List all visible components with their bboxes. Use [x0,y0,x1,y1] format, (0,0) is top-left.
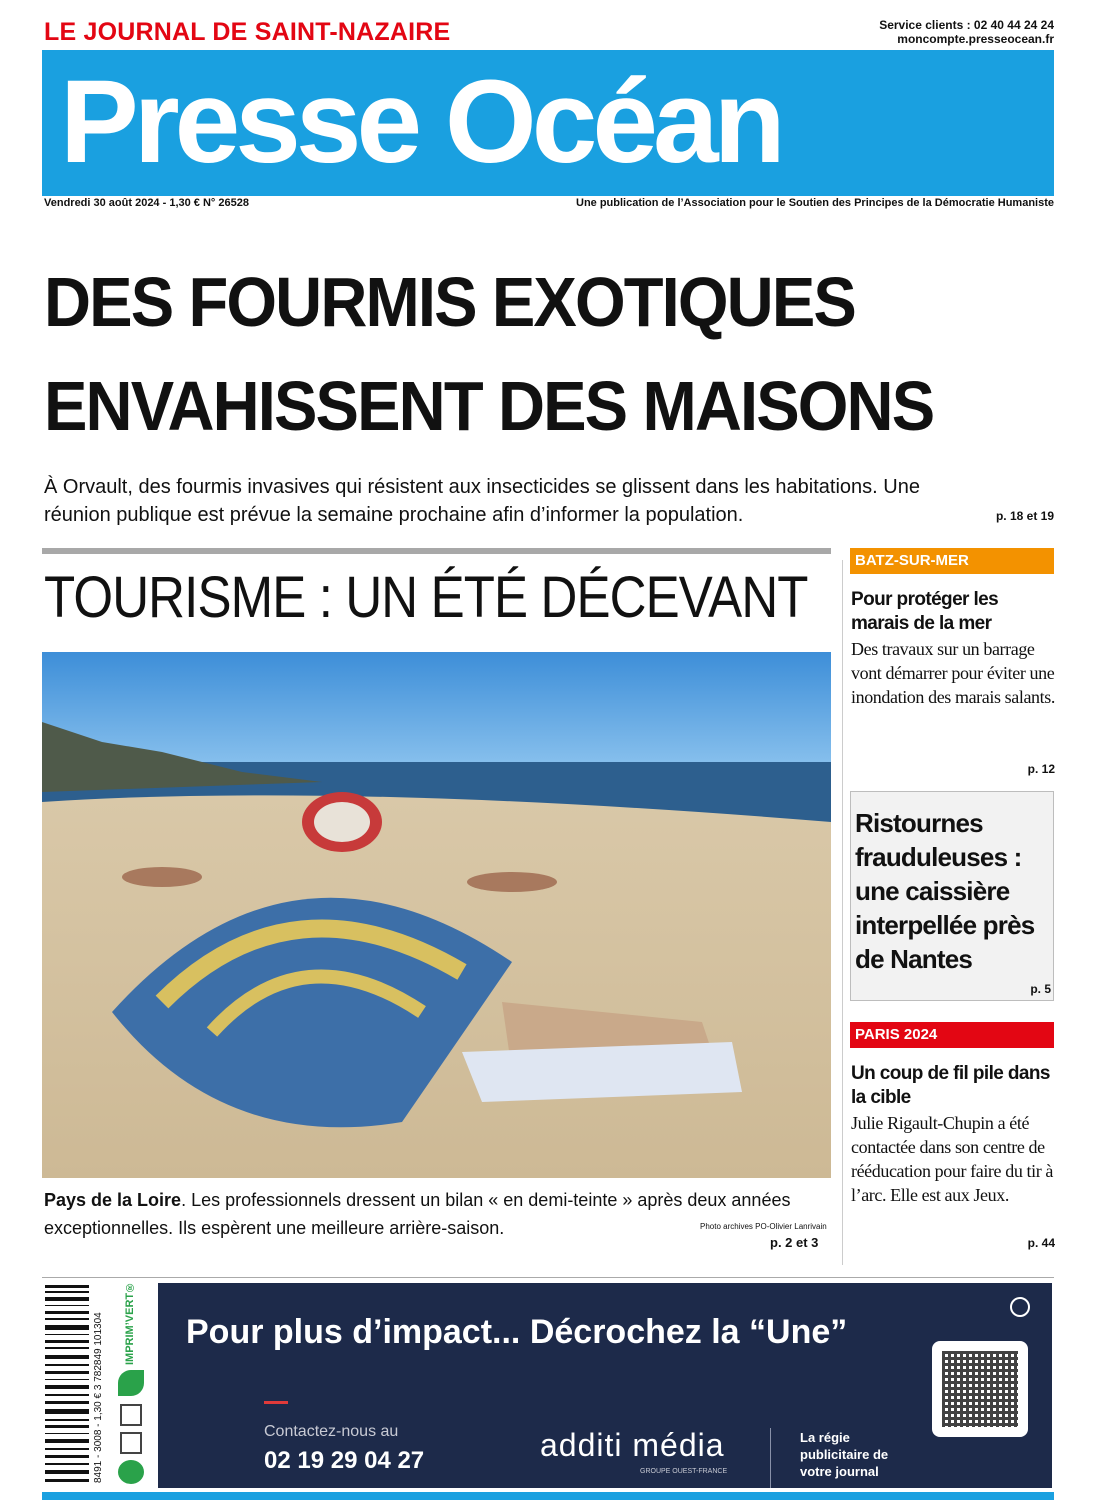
tourism-title[interactable]: TOURISME : UN ÉTÉ DÉCEVANT [44,565,808,630]
publisher-line: Une publication de l’Association pour le Soutien des Principes de la Démocratie Humaniste [576,197,1054,209]
ad-group: GROUPE OUEST-FRANCE [640,1468,728,1475]
sidebar-box-ristournes[interactable] [850,791,1054,1001]
kicker-paris-2024: PARIS 2024 [850,1022,1054,1048]
ad-regie: La régie publicitaire de votre journal [800,1430,889,1479]
ad-phone[interactable]: 02 19 29 04 27 [264,1447,425,1474]
ad-divider [770,1428,771,1488]
bottom-band [42,1492,1054,1500]
masthead [42,50,1054,196]
bottom-divider [42,1277,1054,1278]
caption-text: . Les professionnels dressent un bilan « en demi-teinte » après deux années exceptionnelles. Ils espèrent une meilleure arrière-saison. [44,1190,791,1238]
sidebar-title-ristournes: Ristournes frauduleuses : une caissière interpellée près de Nantes [855,808,1035,974]
beach-photo-illustration [42,652,831,1178]
sidebar-title-batz[interactable]: Pour protéger les marais de la mer [851,589,999,634]
ad-brand: additi média [540,1427,725,1463]
ad-contact-label: Contactez-nous au [264,1423,399,1440]
main-headline[interactable] [44,250,983,458]
tourism-page-ref: p. 2 et 3 [770,1235,819,1250]
masthead-title: Presse Océan [60,56,781,188]
sidebar-page-batz: p. 12 [1027,762,1055,776]
service-phone: Service clients : 02 40 44 24 24 [879,18,1054,32]
column-divider [842,560,843,1265]
barcode-digits: 3 782849 101304 [93,1312,104,1391]
additi-logo-icon [1010,1297,1030,1317]
service-url[interactable]: moncompte.presseocean.fr [897,32,1054,46]
advertisement[interactable] [158,1283,1052,1488]
imprim-vert-label: IMPRIM’VERT® [124,1280,136,1365]
qr-code-icon[interactable] [932,1341,1028,1437]
print-icon [120,1432,142,1454]
sidebar-title-paris[interactable]: Un coup de fil pile dans la cible [851,1063,1050,1108]
kicker-batz-sur-mer: BATZ-SUR-MER [850,548,1054,574]
qr-pattern [942,1351,1018,1427]
edition-label: LE JOURNAL DE SAINT-NAZAIRE [44,18,451,46]
sidebar-page-paris: p. 44 [1027,1236,1055,1250]
lead-page-ref: p. 18 et 19 [995,509,1054,523]
sidebar-page-ristournes: p. 5 [1030,982,1051,996]
divider [42,548,831,554]
eco-icon [118,1460,144,1484]
ad-title: Pour plus d’impact... Décrochez la “Une” [186,1313,848,1351]
caption-region: Pays de la Loire [44,1190,182,1210]
dateline: Vendredi 30 août 2024 - 1,30 € N° 26528 [44,197,249,209]
beach-photo[interactable] [42,652,831,1178]
ad-accent-line [264,1401,288,1404]
sidebar-body-paris: Julie Rigault-Chupin a été contactée dans son centre de rééducation pour faire du tir à l’arc. Elle est aux Jeux. [851,1113,1054,1205]
headline-lead: À Orvault, des fourmis invasives qui résistent aux insecticides se glissent dans les habitations. Une réunion publique est prévue la semaine prochaine afin d’informer la population. [44,476,920,526]
leaf-icon [118,1370,144,1396]
sidebar-body-batz: Des travaux sur un barrage vont démarrer pour éviter une inondation des marais salants. [851,639,1055,707]
recycle-icon [120,1404,142,1426]
barcode-text [93,1285,109,1483]
headline-line-2: ENVAHISSENT DES MAISONS [44,367,934,445]
headline-line-1: DES FOURMIS EXOTIQUES [44,263,855,341]
service-clients [879,18,1054,46]
barcode-icon [45,1285,89,1483]
barcode-price-code: 8491 - 3008 - 1,30 € [93,1392,104,1483]
photo-caption [44,1186,804,1242]
photo-credit: Photo archives PO-Olivier Lanrivain [700,1222,827,1231]
